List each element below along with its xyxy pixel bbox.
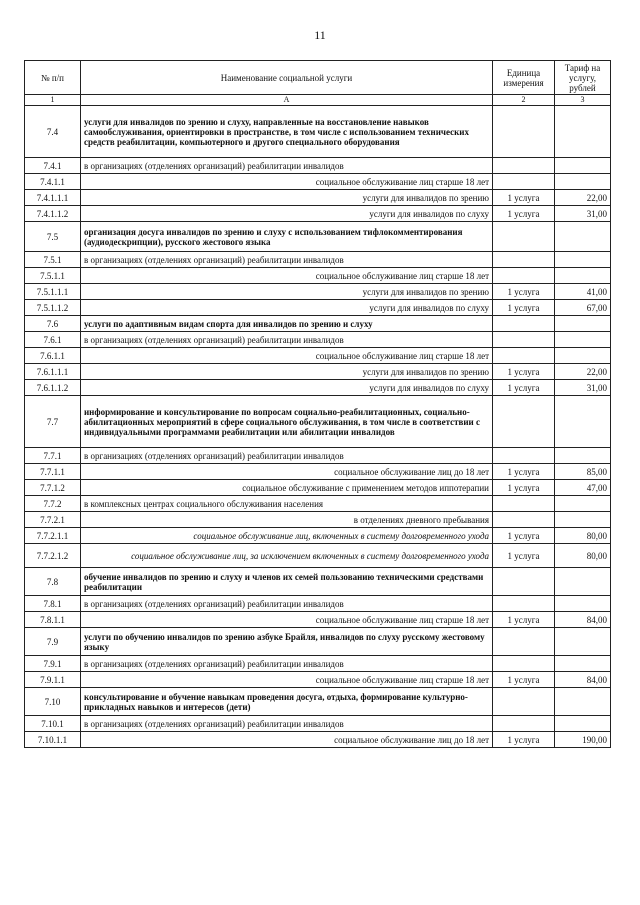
- row-number: 7.6.1.1.2: [25, 380, 81, 396]
- table-row: [25, 332, 611, 348]
- service-name: в организациях (отделениях организаций) реабилитации инвалидов: [81, 716, 493, 732]
- tariff-value: [555, 316, 611, 332]
- tariff-value: 22,00: [555, 190, 611, 206]
- service-name: в организациях (отделениях организаций) реабилитации инвалидов: [81, 656, 493, 672]
- table-row: [25, 106, 611, 158]
- table-row: [25, 716, 611, 732]
- service-name: социальное обслуживание с применением методов иппотерапии: [81, 480, 493, 496]
- row-number: 7.4: [25, 106, 81, 158]
- service-name: услуги для инвалидов по зрению: [81, 284, 493, 300]
- unit-of-measure: [493, 688, 555, 716]
- tariff-value: [555, 496, 611, 512]
- row-number: 7.9: [25, 628, 81, 656]
- row-number: 7.10: [25, 688, 81, 716]
- unit-of-measure: [493, 656, 555, 672]
- service-name: обучение инвалидов по зрению и слуху и членов их семей пользованию техническими средствами реабилитации: [81, 568, 493, 596]
- service-name: в организациях (отделениях организаций) реабилитации инвалидов: [81, 332, 493, 348]
- tariff-value: 80,00: [555, 544, 611, 568]
- unit-of-measure: [493, 332, 555, 348]
- tariff-value: [555, 268, 611, 284]
- service-name: в организациях (отделениях организаций) реабилитации инвалидов: [81, 596, 493, 612]
- service-name: услуги для инвалидов по зрению и слуху, направленные на восстановление навыков самообслуживания, ориентировки в пространстве, в том числе с использованием технических средств реабилитации, компьютерного и другого специального оборудования: [81, 106, 493, 158]
- row-number: 7.8: [25, 568, 81, 596]
- tariff-value: 41,00: [555, 284, 611, 300]
- tariff-value: [555, 348, 611, 364]
- row-number: 7.4.1.1: [25, 174, 81, 190]
- service-name: в организациях (отделениях организаций) реабилитации инвалидов: [81, 448, 493, 464]
- unit-of-measure: 1 услуга: [493, 544, 555, 568]
- row-number: 7.7.1.1: [25, 464, 81, 480]
- row-number: 7.6.1.1.1: [25, 364, 81, 380]
- column-index-1: 1: [25, 95, 81, 106]
- table-row: [25, 284, 611, 300]
- table-header-row: [25, 61, 611, 95]
- table-row: [25, 568, 611, 596]
- unit-of-measure: [493, 252, 555, 268]
- row-number: 7.4.1.1.1: [25, 190, 81, 206]
- service-name: социальное обслуживание лиц до 18 лет: [81, 732, 493, 748]
- unit-of-measure: [493, 396, 555, 448]
- service-name: социальное обслуживание лиц старше 18 лет: [81, 174, 493, 190]
- table-row: [25, 688, 611, 716]
- row-number: 7.9.1: [25, 656, 81, 672]
- tariff-value: [555, 568, 611, 596]
- table-row: [25, 364, 611, 380]
- row-number: 7.7.2: [25, 496, 81, 512]
- service-name: в организациях (отделениях организаций) реабилитации инвалидов: [81, 252, 493, 268]
- tariff-value: [555, 596, 611, 612]
- service-name: услуги для инвалидов по слуху: [81, 206, 493, 222]
- table-row: [25, 464, 611, 480]
- service-name: социальное обслуживание лиц старше 18 лет: [81, 612, 493, 628]
- table-row: [25, 596, 611, 612]
- tariff-value: 67,00: [555, 300, 611, 316]
- tariff-value: [555, 332, 611, 348]
- row-number: 7.9.1.1: [25, 672, 81, 688]
- table-row: [25, 252, 611, 268]
- service-name: в комплексных центрах социального обслуживания населения: [81, 496, 493, 512]
- row-number: 7.10.1: [25, 716, 81, 732]
- table-row: [25, 300, 611, 316]
- unit-of-measure: [493, 158, 555, 174]
- table-row: [25, 222, 611, 252]
- service-name: социальное обслуживание лиц, за исключением включенных в систему долговременного ухода: [81, 544, 493, 568]
- row-number: 7.6: [25, 316, 81, 332]
- unit-of-measure: 1 услуга: [493, 284, 555, 300]
- service-name: организация досуга инвалидов по зрению и слуху с использованием тифлокомментирования (аудиодескрипции), русского жестового языка: [81, 222, 493, 252]
- service-name: услуги для инвалидов по зрению: [81, 364, 493, 380]
- service-name: социальное обслуживание лиц старше 18 лет: [81, 348, 493, 364]
- unit-of-measure: [493, 222, 555, 252]
- service-name: услуги по адаптивным видам спорта для инвалидов по зрению и слуху: [81, 316, 493, 332]
- table-row: [25, 512, 611, 528]
- page-number: 11: [314, 28, 326, 42]
- service-name: социальное обслуживание лиц старше 18 лет: [81, 672, 493, 688]
- column-index-2: 2: [493, 95, 555, 106]
- tariff-value: [555, 716, 611, 732]
- tariff-value: 31,00: [555, 206, 611, 222]
- column-index-a: A: [81, 95, 493, 106]
- tariff-value: [555, 628, 611, 656]
- column-index-row: [25, 95, 611, 106]
- table-row: [25, 480, 611, 496]
- unit-of-measure: [493, 568, 555, 596]
- unit-of-measure: [493, 596, 555, 612]
- unit-of-measure: [493, 174, 555, 190]
- tariff-value: 84,00: [555, 672, 611, 688]
- row-number: 7.7: [25, 396, 81, 448]
- tariff-value: 84,00: [555, 612, 611, 628]
- tariff-value: [555, 252, 611, 268]
- tariff-value: 85,00: [555, 464, 611, 480]
- tariff-value: 190,00: [555, 732, 611, 748]
- tariff-value: [555, 688, 611, 716]
- table-row: [25, 656, 611, 672]
- service-name: в организациях (отделениях организаций) реабилитации инвалидов: [81, 158, 493, 174]
- row-number: 7.5.1.1: [25, 268, 81, 284]
- unit-of-measure: [493, 448, 555, 464]
- unit-of-measure: 1 услуга: [493, 612, 555, 628]
- row-number: 7.5.1: [25, 252, 81, 268]
- unit-of-measure: [493, 268, 555, 284]
- unit-of-measure: 1 услуга: [493, 528, 555, 544]
- tariff-value: [555, 174, 611, 190]
- row-number: 7.6.1: [25, 332, 81, 348]
- unit-of-measure: [493, 106, 555, 158]
- unit-of-measure: [493, 628, 555, 656]
- tariff-value: [555, 396, 611, 448]
- table-row: [25, 206, 611, 222]
- table-row: [25, 732, 611, 748]
- service-name: в отделениях дневного пребывания: [81, 512, 493, 528]
- tariff-value: [555, 158, 611, 174]
- table-row: [25, 396, 611, 448]
- service-name: социальное обслуживание лиц, включенных в систему долговременного ухода: [81, 528, 493, 544]
- row-number: 7.8.1: [25, 596, 81, 612]
- row-number: 7.10.1.1: [25, 732, 81, 748]
- table-row: [25, 612, 611, 628]
- table-row: [25, 348, 611, 364]
- table-row: [25, 628, 611, 656]
- tariff-table: [24, 60, 611, 748]
- table-row: [25, 496, 611, 512]
- tariff-value: [555, 656, 611, 672]
- unit-of-measure: 1 услуга: [493, 364, 555, 380]
- unit-of-measure: 1 услуга: [493, 206, 555, 222]
- table-row: [25, 158, 611, 174]
- unit-of-measure: 1 услуга: [493, 672, 555, 688]
- row-number: 7.7.2.1.2: [25, 544, 81, 568]
- row-number: 7.4.1.1.2: [25, 206, 81, 222]
- row-number: 7.7.1: [25, 448, 81, 464]
- column-index-3: 3: [555, 95, 611, 106]
- row-number: 7.5.1.1.2: [25, 300, 81, 316]
- unit-of-measure: [493, 716, 555, 732]
- table-row: [25, 380, 611, 396]
- unit-of-measure: [493, 496, 555, 512]
- unit-of-measure: 1 услуга: [493, 300, 555, 316]
- table-row: [25, 268, 611, 284]
- row-number: 7.6.1.1: [25, 348, 81, 364]
- tariff-value: [555, 222, 611, 252]
- row-number: 7.7.2.1.1: [25, 528, 81, 544]
- table-row: [25, 316, 611, 332]
- tariff-value: [555, 448, 611, 464]
- service-name: услуги для инвалидов по слуху: [81, 300, 493, 316]
- unit-of-measure: 1 услуга: [493, 464, 555, 480]
- unit-of-measure: 1 услуга: [493, 732, 555, 748]
- row-number: 7.5: [25, 222, 81, 252]
- table-row: [25, 672, 611, 688]
- header-price: Тариф на услугу, рублей: [555, 61, 611, 95]
- header-name: Наименование социальной услуги: [81, 61, 493, 95]
- service-name: социальное обслуживание лиц до 18 лет: [81, 464, 493, 480]
- table-body: [25, 106, 611, 748]
- table-row: [25, 174, 611, 190]
- service-name: услуги для инвалидов по слуху: [81, 380, 493, 396]
- unit-of-measure: [493, 316, 555, 332]
- tariff-value: [555, 512, 611, 528]
- unit-of-measure: 1 услуга: [493, 380, 555, 396]
- service-name: консультирование и обучение навыкам проведения досуга, отдыха, формирование культурно-прикладных навыков и интересов (дети): [81, 688, 493, 716]
- row-number: 7.4.1: [25, 158, 81, 174]
- table-row: [25, 448, 611, 464]
- tariff-value: 80,00: [555, 528, 611, 544]
- tariff-value: 31,00: [555, 380, 611, 396]
- service-name: социальное обслуживание лиц старше 18 лет: [81, 268, 493, 284]
- unit-of-measure: [493, 512, 555, 528]
- table-row: [25, 190, 611, 206]
- unit-of-measure: 1 услуга: [493, 480, 555, 496]
- tariff-value: 47,00: [555, 480, 611, 496]
- service-name: услуги по обучению инвалидов по зрению азбуке Брайля, инвалидов по слуху русскому жестовому языку: [81, 628, 493, 656]
- service-name: информирование и консультирование по вопросам социально-реабилитационных, социально-абилитационных мероприятий в сфере социального обслуживания, в том числе в соответствии с индивидуальными программами реабилитации или абилитации инвалидов: [81, 396, 493, 448]
- unit-of-measure: [493, 348, 555, 364]
- row-number: 7.7.1.2: [25, 480, 81, 496]
- table-row: [25, 528, 611, 544]
- table-row: [25, 544, 611, 568]
- row-number: 7.5.1.1.1: [25, 284, 81, 300]
- header-unit: Единица измерения: [493, 61, 555, 95]
- service-name: услуги для инвалидов по зрению: [81, 190, 493, 206]
- header-num: № п/п: [25, 61, 81, 95]
- unit-of-measure: 1 услуга: [493, 190, 555, 206]
- row-number: 7.7.2.1: [25, 512, 81, 528]
- tariff-value: 22,00: [555, 364, 611, 380]
- tariff-value: [555, 106, 611, 158]
- row-number: 7.8.1.1: [25, 612, 81, 628]
